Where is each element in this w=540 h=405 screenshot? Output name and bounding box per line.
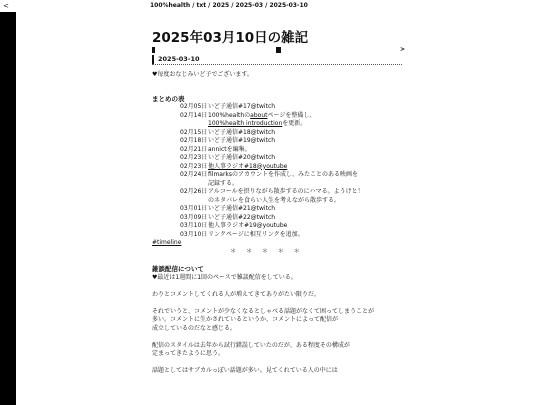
list-item: 03月10日 他人事ラジオ#19@youtube (180, 222, 288, 229)
entry-date-heading: 2025-03-10 (152, 55, 412, 64)
list-item: 02月24日 filmarksのアカウントを作成し、みたことのある映画を 記録する。 (180, 171, 358, 187)
prev-page-marker[interactable] (152, 47, 155, 53)
list-item: 03月10日 リンクページに相互リンクを追加。 (180, 230, 304, 238)
list-item: 03月09日 いど子通信#22@twitch (180, 213, 276, 221)
paragraph: 話題としてはサブカルっぽい話題が多い。見てくれている人の中には (152, 367, 338, 374)
index-marker[interactable] (276, 47, 281, 53)
back-arrow-icon[interactable]: < (3, 2, 9, 10)
timeline-tag-link[interactable]: #timeline (152, 239, 182, 246)
list-item: 02月14日 100%healthのaboutページを整備し、 100%health introductionを更新。 (180, 111, 316, 127)
greeting-text: ♥毎度おなじみいど子でございます。 (152, 71, 253, 78)
list-item: 02月05日 いど子通信#17@twitch (180, 103, 276, 110)
radio-episode-link[interactable]: 他人事ラジオ#18@youtube (208, 162, 288, 170)
paragraph: それでいうと、コメントが少なくなるとしゃべる話題がなくて困ってしまうことが 多い。コメントに生かされているというか、コメントによって配信が 成立しているのだなと感じる。 (152, 307, 375, 332)
article-body (152, 71, 412, 376)
summary-heading: まとめの表 (152, 94, 185, 103)
paragraph: わりとコメントしてくれる人が増えてきてありがたい限りだ。 (152, 290, 321, 298)
about-link[interactable]: about (250, 111, 268, 119)
breadcrumb-path[interactable]: 100%health / txt / 2025 / 2025-03 / 2025-03-10 (150, 2, 308, 9)
list-item: 02月23日 他人事ラジオ#18@youtube (180, 162, 288, 170)
paragraph: 配信のスタイルは去年から試行錯誤していたのだが、ある程度その構成が 定まってきたように思う。 (152, 341, 350, 357)
page-title: 2025年03月10日の雑記 (152, 30, 309, 46)
list-item: 02月18日 いど子通信#19@twitch (180, 137, 276, 144)
stream-section-lead: ♥最近は1週間に1回のペースで雑談配信をしている。 (152, 273, 297, 281)
article (152, 30, 412, 376)
date-divider (152, 64, 402, 65)
list-item: 02月15日 いど子通信#18@twitch (180, 128, 276, 136)
next-page-arrow-icon[interactable]: > (400, 46, 406, 53)
section-separator: ＊ ＊ ＊ ＊ ＊ (230, 247, 304, 255)
list-item: 03月01日 いど子通信#21@twitch (180, 205, 276, 212)
list-item: 02月21日 annictを編集。 (180, 145, 251, 153)
top-navigation (0, 0, 540, 12)
summary-list (180, 103, 412, 239)
left-edge-bar (0, 0, 16, 405)
stream-section-heading: 雑談配信について (152, 265, 204, 273)
list-item: 02月26日 アルコールを摂りながら散歩するのにハマる。ようけと！ のネタバレを食らい人生を考えながら散歩する。 (180, 188, 364, 204)
pager (152, 47, 412, 55)
breadcrumb (150, 0, 308, 12)
list-item: 02月23日 いど子通信#20@twitch (180, 154, 276, 161)
introduction-link[interactable]: 100%health introduction (208, 120, 283, 127)
